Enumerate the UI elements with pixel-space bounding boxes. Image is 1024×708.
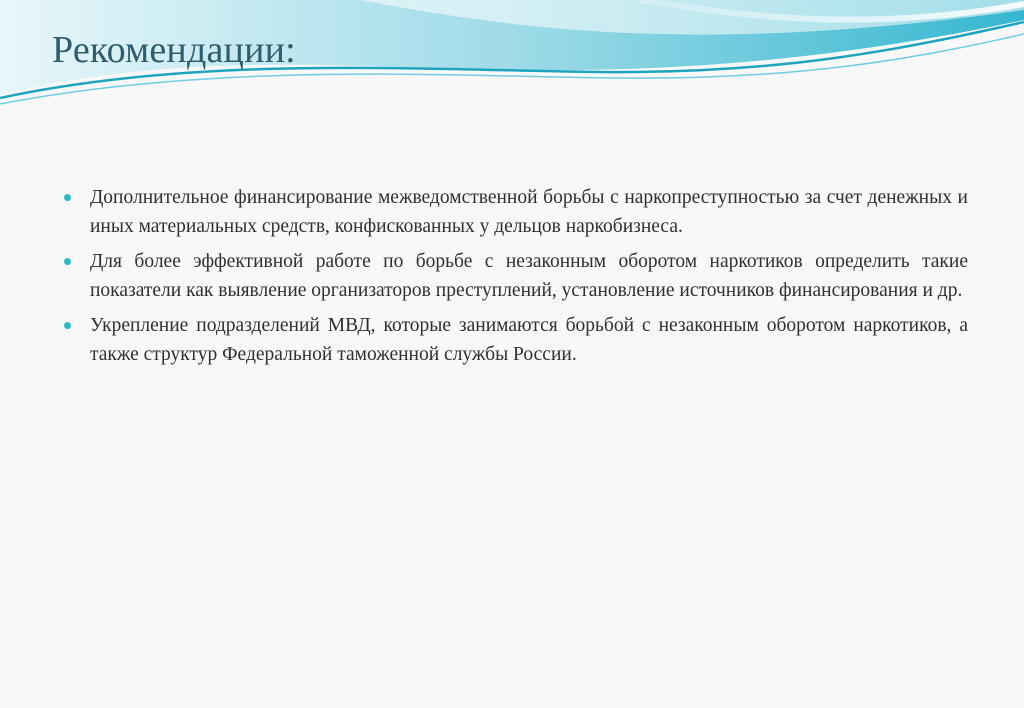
bullet-text: Для более эффективной работе по борьбе с незаконным оборотом наркотиков определить такие показатели как выявление организаторов преступлений, установление источников финансирования и др. — [90, 251, 968, 301]
bullet-text: Дополнительное финансирование межведомственной борьбы с наркопреступностью за счет денежных и иных материальных средств, конфискованных у дельцов наркобизнеса. — [90, 187, 968, 237]
slide-title: Рекомендации: — [52, 29, 296, 71]
bullet-text: Укрепление подразделений МВД, которые занимаются борьбой с незаконным оборотом наркотиков, а также структур Федеральной таможенной службы России. — [90, 315, 968, 365]
bullet-dot-icon — [64, 258, 71, 265]
bullet-item — [62, 183, 968, 241]
bullet-dot-icon — [64, 194, 71, 201]
bullet-item — [62, 311, 968, 369]
bullet-list — [62, 183, 968, 375]
bullet-dot-icon — [64, 322, 71, 329]
bullet-item — [62, 247, 968, 305]
